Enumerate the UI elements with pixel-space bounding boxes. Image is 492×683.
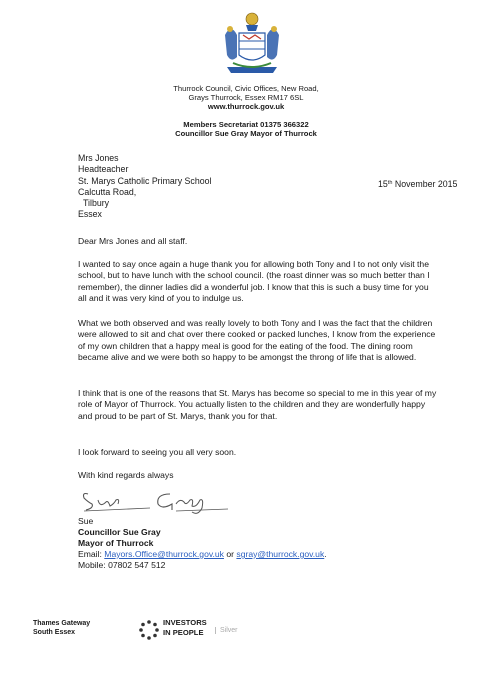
recipient-school: St. Marys Catholic Primary School xyxy=(78,175,212,186)
signoff-full-name: Councillor Sue Gray xyxy=(78,527,161,537)
body-paragraph-1: I wanted to say once again a huge thank you for allowing both Tony and I to not only visit the school, but to have lunch with the school council. (the roast dinner was so much better than I remember), the dinner ladies did a wonderful job. I know that this is such a busy time for you all and it was very kind of you to indulge us. xyxy=(78,259,430,304)
council-website: www.thurrock.gov.uk xyxy=(207,102,285,111)
recipient-street: Calcutta Road, xyxy=(78,186,137,197)
signoff-mobile: Mobile: 07802 547 512 xyxy=(78,560,166,570)
closing: With kind regards always xyxy=(78,470,174,480)
investors-in-people-logo xyxy=(163,618,207,637)
signoff-role: Mayor of Thurrock xyxy=(78,538,154,548)
iip-line2: IN PEOPLE xyxy=(163,627,204,637)
mayors-office-email-link[interactable]: Mayors.Office@thurrock.gov.uk xyxy=(104,549,224,559)
signoff-first-name: Sue xyxy=(78,516,94,526)
mayor-line: Councillor Sue Gray Mayor of Thurrock xyxy=(175,129,317,138)
email-end: . xyxy=(324,549,327,559)
tg-line1: Thames Gateway xyxy=(33,620,91,627)
thames-gateway-logo xyxy=(33,620,90,637)
iip-line1: INVESTORS xyxy=(163,618,207,627)
council-address-line1: Thurrock Council, Civic Offices, New Road, xyxy=(173,84,319,93)
recipient-town: Tilbury xyxy=(83,198,110,209)
council-address-line2: Grays Thurrock, Essex RM17 6SL xyxy=(188,93,304,102)
handwritten-signature xyxy=(80,486,230,514)
body-paragraph-2: What we both observed and was really lovely to both Tony and I was the fact that the children were allowed to sit and chat over there cooked or packed lunches, I know from the experience of my own children that a happy meal is good for the eating of the food. The dining room became alive and we were both so happy to be amongst the throng of life that is allowed. xyxy=(78,318,436,363)
body-paragraph-4: I look forward to seeing you all very soon. xyxy=(78,447,237,457)
letter-date: 15th November 2015 xyxy=(378,179,458,189)
salutation: Dear Mrs Jones and all staff. xyxy=(78,236,188,246)
recipient-name: Mrs Jones xyxy=(78,153,119,163)
iip-silver-level: Silver xyxy=(215,627,238,634)
recipient-title: Headteacher xyxy=(78,164,129,175)
recipient-county: Essex xyxy=(78,209,102,220)
members-secretariat: Members Secretariat 01375 366322 xyxy=(183,120,309,129)
thurrock-coat-of-arms xyxy=(221,5,283,77)
signoff-email-line xyxy=(78,549,327,560)
recipient-address xyxy=(78,153,211,221)
sgray-email-link[interactable]: sgray@thurrock.gov.uk xyxy=(236,549,325,559)
investors-in-people-icon xyxy=(138,619,160,641)
email-separator: or xyxy=(226,549,235,559)
body-paragraph-3: I think that is one of the reasons that St. Marys has become so special to me in this year of my role of Mayor of Thurrock. You actually listen to the children and they are wonderfully happy and proud to be part of St. Marys, thank you for that. xyxy=(78,388,437,421)
tg-line2: South Essex xyxy=(33,628,76,636)
email-label: Email: xyxy=(78,549,102,559)
